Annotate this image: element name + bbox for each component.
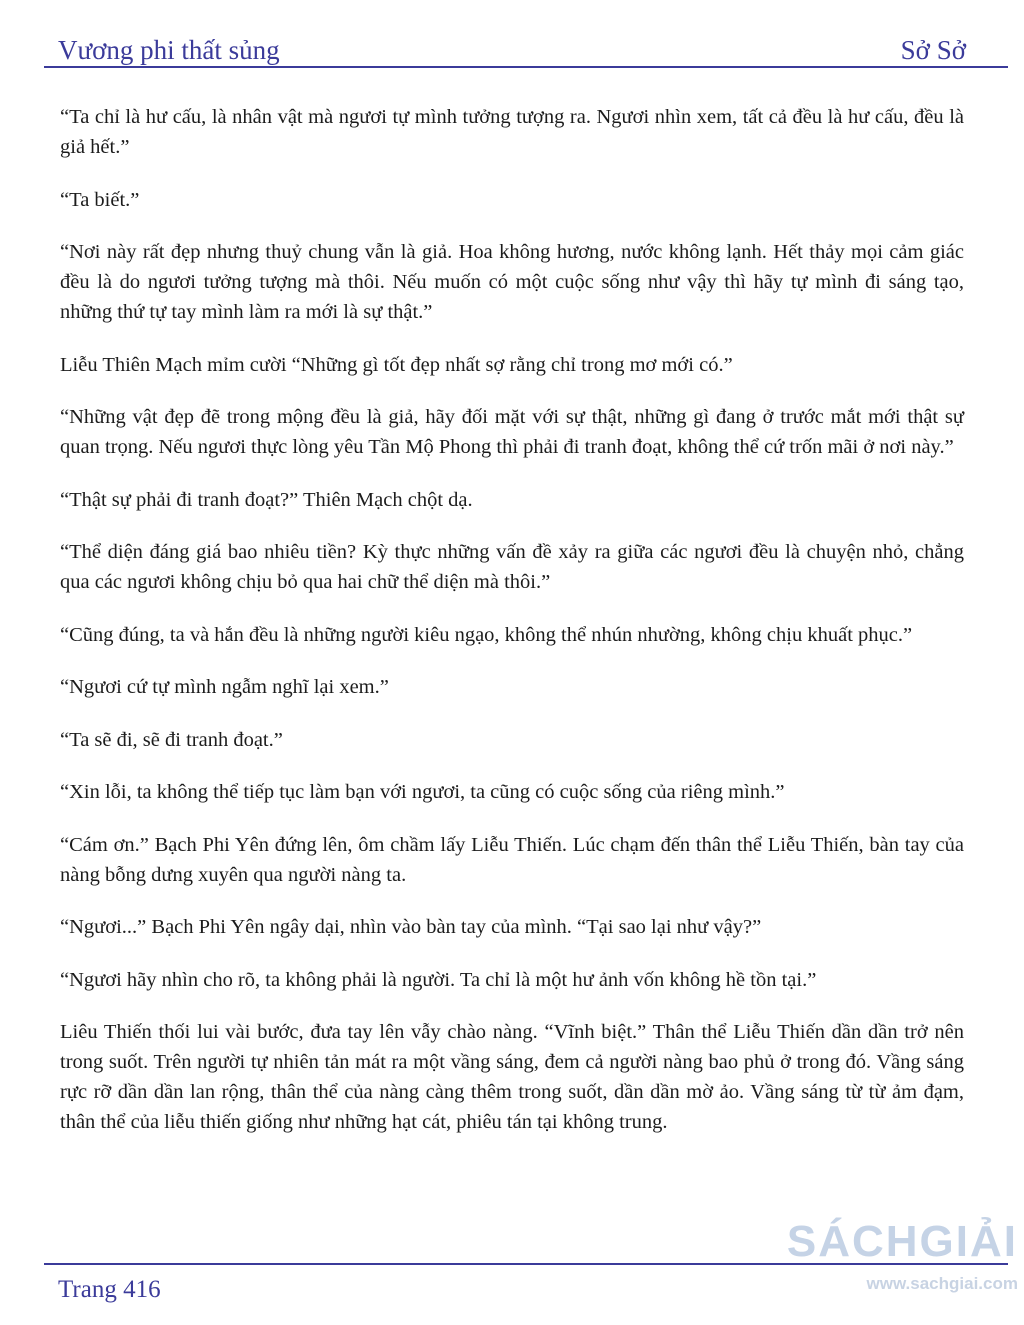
paragraph: “Những vật đẹp đẽ trong mộng đều là giả, hãy đối mặt với sự thật, những gì đang ở trước mắt mới thật sự quan trọng. Nếu ngươi thực lòng yêu Tần Mộ Phong thì phải đi tranh đoạt, không thể cứ trốn mãi ở nơi này.” (60, 406, 964, 458)
paragraph: “Cũng đúng, ta và hắn đều là những người kiêu ngạo, không thể nhún nhường, không chịu khuất phục.” (60, 623, 913, 646)
paragraph: “Ta biết.” (60, 188, 140, 211)
watermark-logo: SÁCHGIẢI (786, 1217, 1018, 1266)
page-number: Trang 416 (58, 1276, 161, 1303)
paragraph: “Ngươi cứ tự mình ngẫm nghĩ lại xem.” (60, 676, 389, 698)
paragraph: “Thật sự phải đi tranh đoạt?” Thiên Mạch chột dạ. (60, 488, 473, 511)
paragraph: Liêu Thiến thối lui vài bước, đưa tay lên vẫy chào nàng. “Vĩnh biệt.” Thân thể Liễu Thiến dần dần trở nên trong suốt. Trên người tự nhiên tản mát ra một vầng sáng, đem cả người nàng bao phủ ở trong đó. Vầng sáng rực rỡ dần dần lan rộng, thân thể của nàng càng thêm trong suốt, dần dần mờ ảo. Vầng sáng từ từ ảm đạm, thân thể của liễu thiến giống như những hạt cát, phiêu tán tại không trung. (60, 1021, 964, 1133)
paragraph: “Cám ơn.” Bạch Phi Yên đứng lên, ôm chầm lấy Liễu Thiến. Lúc chạm đến thân thể Liễu Thiến, bàn tay của nàng bỗng dưng xuyên qua người nàng ta. (60, 833, 964, 886)
paragraph: “Nơi này rất đẹp nhưng thuỷ chung vẫn là giả. Hoa không hương, nước không lạnh. Hết thảy mọi cảm giác đều là do ngươi tưởng tượng mà thôi. Nếu muốn có một cuộc sống như vậy thì hãy tự mình đi sáng tạo, những thứ tự tay mình làm ra mới là sự thật.” (60, 241, 964, 323)
author-name: Sở Sở (900, 35, 966, 65)
page-body (60, 102, 964, 1160)
paragraph: “Thể diện đáng giá bao nhiêu tiền? Kỳ thực những vấn đề xảy ra giữa các ngươi đều là chuyện nhỏ, chẳng qua các ngươi không chịu bỏ qua hai chữ thể diện mà thôi.” (60, 541, 964, 593)
book-title: Vương phi thất sủng (58, 35, 280, 65)
paragraph: “Ngươi...” Bạch Phi Yên ngây dại, nhìn vào bàn tay của mình. “Tại sao lại như vậy?” (60, 916, 762, 938)
paragraph: “Ngươi hãy nhìn cho rõ, ta không phải là người. Ta chỉ là một hư ảnh vốn không hề tồn tại.” (60, 968, 817, 991)
watermark (787, 1218, 1018, 1294)
paragraph: Liễu Thiên Mạch mỉm cười “Những gì tốt đẹp nhất sợ rằng chỉ trong mơ mới có.” (60, 353, 733, 376)
paragraph: “Ta sẽ đi, sẽ đi tranh đoạt.” (60, 728, 283, 751)
paragraph: “Ta chỉ là hư cấu, là nhân vật mà ngươi tự mình tưởng tượng ra. Ngươi nhìn xem, tất cả đều là hư cấu, đều là giả hết.” (60, 106, 964, 158)
header-divider (44, 66, 1008, 68)
page-header (58, 26, 966, 66)
paragraph: “Xin lỗi, ta không thể tiếp tục làm bạn với ngươi, ta cũng có cuộc sống của riêng mình.” (60, 781, 785, 803)
watermark-url: www.sachgiai.com (866, 1274, 1018, 1293)
